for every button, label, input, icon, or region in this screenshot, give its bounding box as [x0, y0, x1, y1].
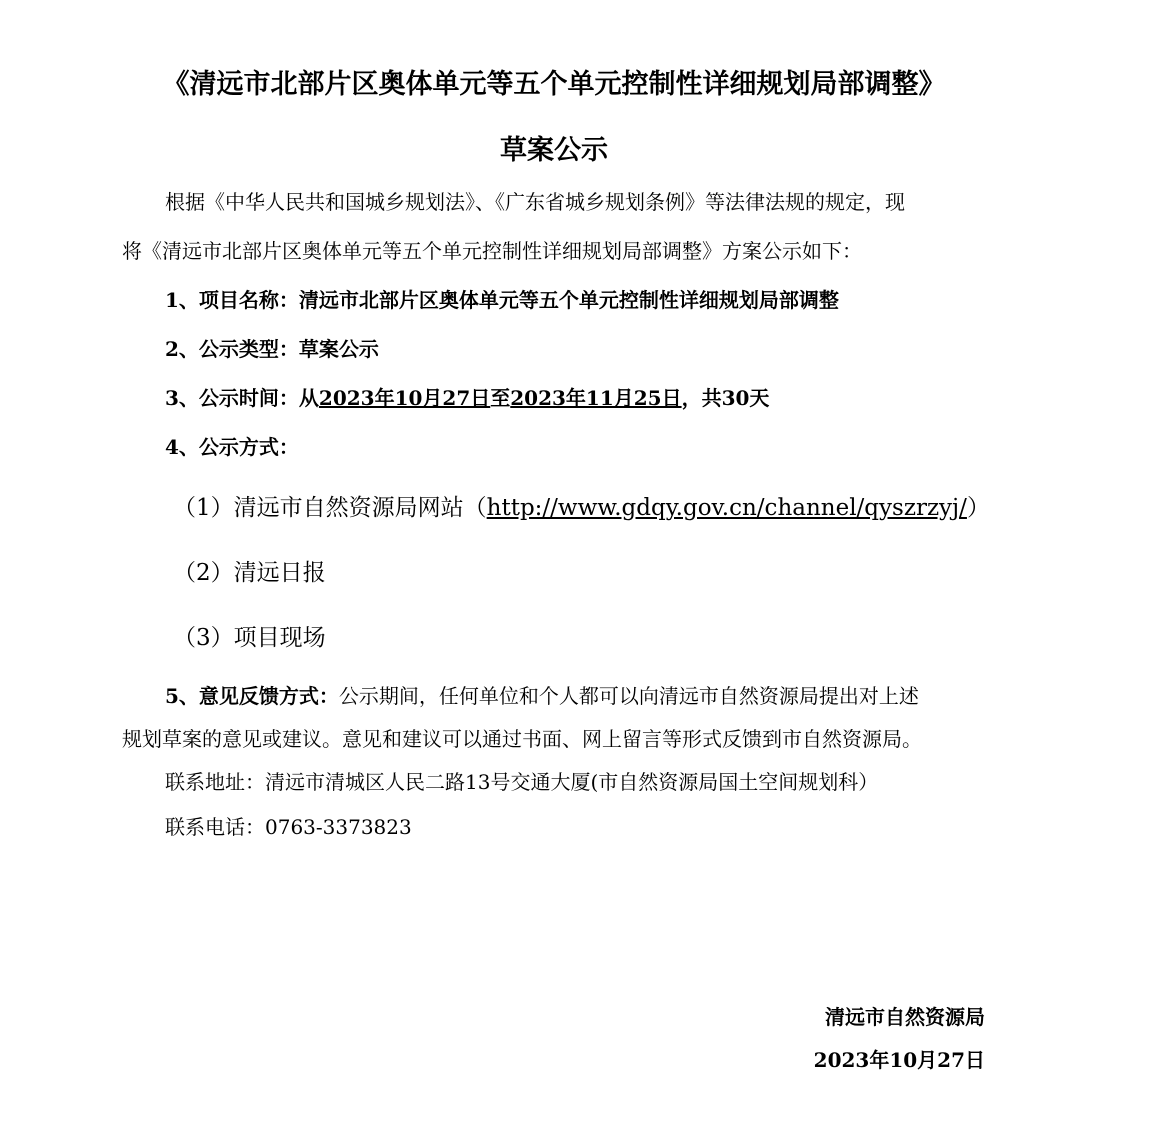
period-duration: ，共30天: [681, 386, 770, 410]
signature-org: 清远市自然资源局: [825, 1005, 985, 1029]
period-end-date: 2023年11月25日: [510, 386, 682, 410]
item-feedback-text-2: 规划草案的意见或建议。意见和建议可以通过书面、网上留言等形式反馈到市自然资源局。: [122, 727, 922, 751]
contact-phone: 联系电话：0763-3373823: [165, 815, 412, 839]
item-notice-period-label: 3、公示时间：: [165, 386, 299, 410]
method-website-suffix: ）: [966, 495, 990, 521]
method-project-site: （3）项目现场: [173, 625, 326, 651]
item-project-name-label: 1、项目名称：: [165, 288, 299, 312]
item-notice-method: 4、公示方式：: [165, 435, 299, 459]
item-notice-type: [165, 335, 379, 363]
period-from: 从: [298, 386, 319, 410]
document-subtitle: 草案公示: [500, 135, 608, 166]
period-to: 至: [490, 386, 511, 410]
document-title: 《清远市北部片区奥体单元等五个单元控制性详细规划局部调整》: [162, 69, 946, 100]
item-notice-type-label: 2、公示类型：: [165, 337, 299, 361]
item-feedback-text-1: 公示期间，任何单位和个人都可以向清远市自然资源局提出对上述: [338, 684, 919, 708]
period-start-date: 2023年10月27日: [318, 386, 491, 410]
item-notice-period: [165, 384, 769, 412]
method-newspaper: （2）清远日报: [173, 560, 326, 586]
method-website: [173, 489, 990, 522]
item-feedback-label: 5、意见反馈方式：: [165, 684, 339, 708]
item-project-name: [165, 286, 839, 314]
intro-line-2: 将《清远市北部片区奥体单元等五个单元控制性详细规划局部调整》方案公示如下：: [122, 239, 862, 263]
method-website-prefix: （1）清远市自然资源局网站（: [173, 495, 487, 521]
item-project-name-value: 清远市北部片区奥体单元等五个单元控制性详细规划局部调整: [298, 288, 839, 312]
contact-address: 联系地址：清远市清城区人民二路13号交通大厦(市自然资源局国土空间规划科）: [165, 770, 879, 794]
intro-line-1: 根据《中华人民共和国城乡规划法》、《广东省城乡规划条例》等法律法规的规定，现: [165, 190, 905, 214]
item-feedback: [165, 682, 919, 710]
signature-date: 2023年10月27日: [813, 1048, 985, 1072]
website-link[interactable]: http://www.gdqy.gov.cn/channel/qyszrzyj/: [486, 495, 967, 521]
item-notice-type-value: 草案公示: [298, 337, 379, 361]
